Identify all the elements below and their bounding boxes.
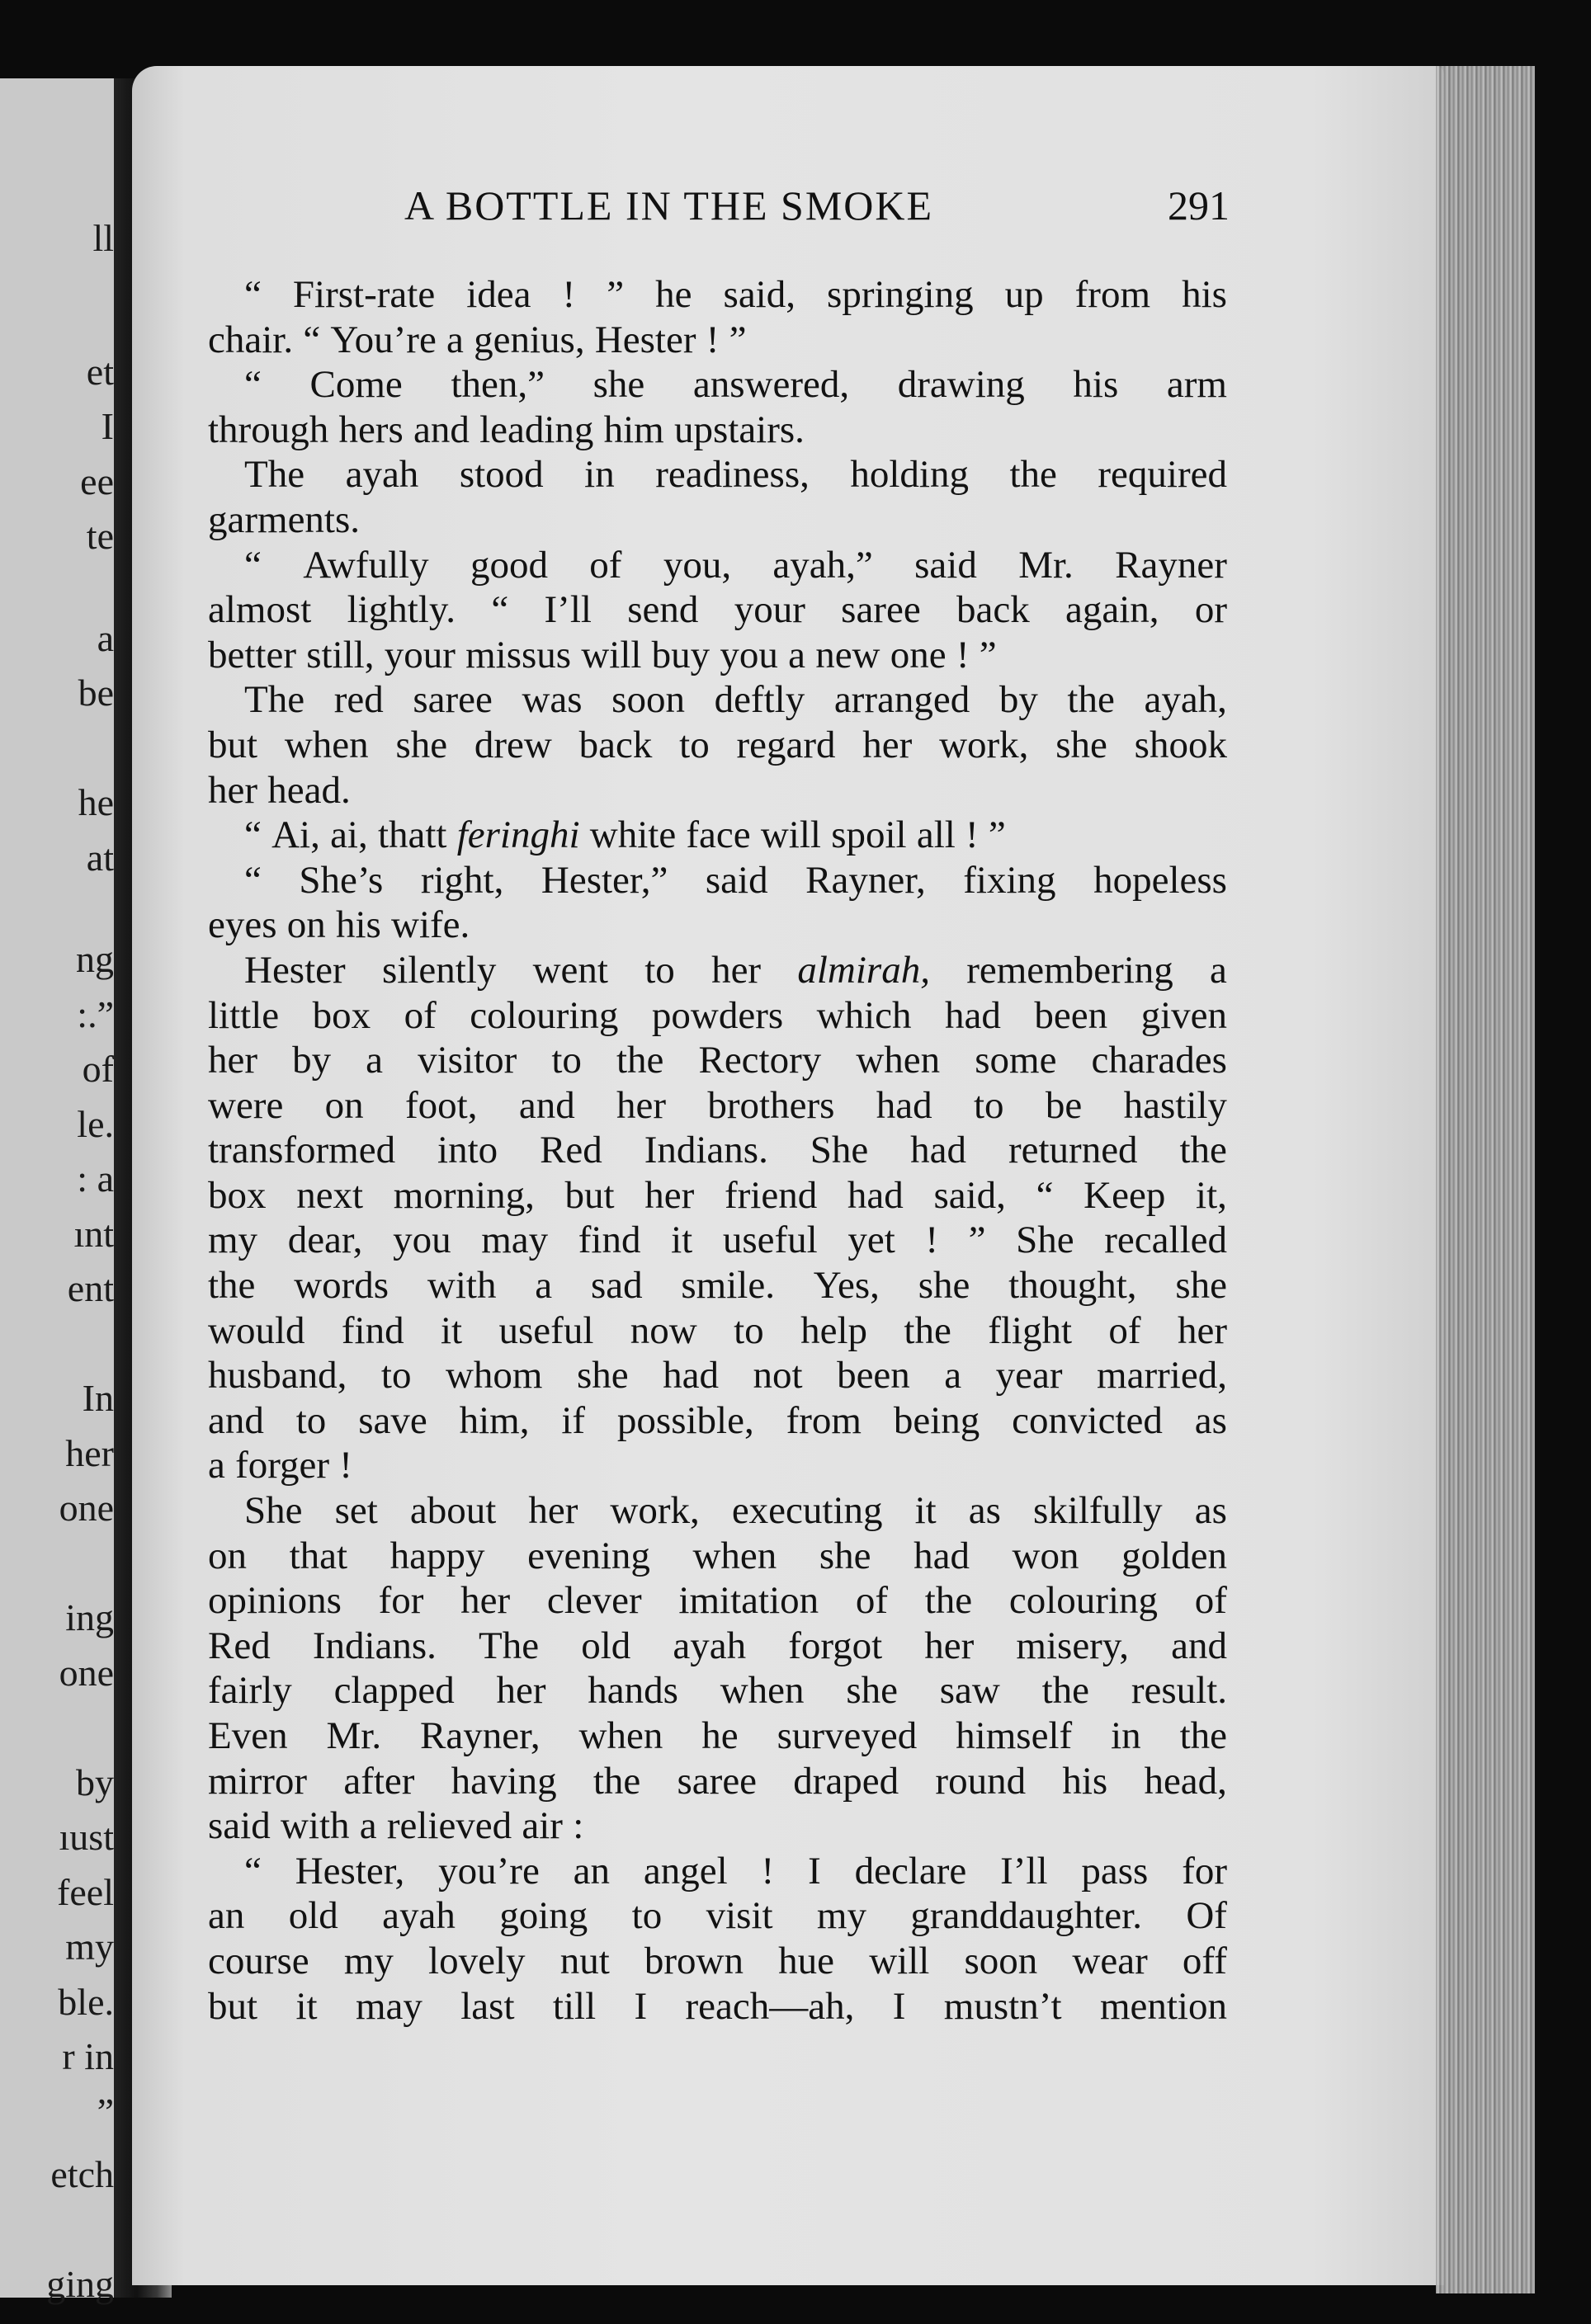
facing-page-fragment: le. (77, 1102, 114, 1145)
text-line: course my lovely nut brown hue will soon wear off (208, 1939, 1227, 1982)
facing-page-fragment: te (86, 515, 114, 557)
text-line: garments. (208, 497, 361, 541)
text-line: would find it useful now to help the flight of her (208, 1308, 1227, 1352)
running-head: A BOTTLE IN THE SMOKE (404, 182, 934, 229)
facing-page-fragment: etch (50, 2152, 114, 2195)
facing-page-fragment: of (82, 1048, 114, 1090)
page-header (206, 181, 1230, 239)
facing-page-fragment: at (86, 836, 114, 879)
text-line: an old ayah going to visit my granddaughter. Of (208, 1894, 1227, 1938)
text-line: “ Ai, ai, thatt feringhi white face will spoil all ! ” (244, 813, 1006, 857)
text-line: eyes on his wife. (208, 903, 470, 947)
facing-page-fragment: one (59, 1651, 114, 1694)
text-line: but when she drew back to regard her work, she shook (208, 723, 1227, 766)
text-line: my dear, you may find it useful yet ! ” She recalled (208, 1219, 1227, 1262)
facing-page-fragment: ” (97, 2090, 114, 2133)
facing-page (0, 78, 124, 2305)
text-line: The red saree was soon deftly arranged by the ayah, (244, 678, 1227, 722)
facing-page-fragment: he (78, 781, 114, 823)
facing-page-fragment: r in (62, 2035, 114, 2077)
text-line: on that happy evening when she had won golden (208, 1534, 1227, 1577)
text-line: fairly clapped her hands when she saw the result. (208, 1669, 1227, 1713)
text-line: “ Come then,” she answered, drawing his arm (244, 363, 1227, 407)
facing-page-fragment: ınt (73, 1212, 114, 1255)
facing-page-fragment: feel (57, 1870, 114, 1913)
facing-page-fragment: by (76, 1761, 114, 1803)
page-edges (1436, 66, 1535, 2293)
text-line: She set about her work, executing it as skilfully as (244, 1489, 1227, 1533)
facing-page-fragment: ng (76, 938, 114, 980)
text-line: were on foot, and her brothers had to be hastily (208, 1083, 1227, 1127)
text-line: said with a relieved air : (208, 1804, 584, 1848)
text-line: and to save him, if possible, from being convicted as (208, 1398, 1227, 1442)
text-line: opinions for her clever imitation of the colouring of (208, 1579, 1227, 1623)
text-line: husband, to whom she had not been a year married, (208, 1354, 1227, 1398)
facing-page-fragment: ble. (58, 1980, 114, 2023)
text-line: a forger ! (208, 1444, 352, 1487)
text-line: almost lightly. “ I’ll send your saree back again, or (208, 588, 1227, 632)
facing-page-fragment: ee (80, 460, 114, 502)
facing-page-fragment: : a (77, 1157, 114, 1200)
text-line: Even Mr. Rayner, when he surveyed himself in the (208, 1714, 1227, 1757)
text-line: The ayah stood in readiness, holding the required (244, 453, 1227, 497)
text-line: better still, your missus will buy you a new one ! ” (208, 633, 997, 676)
text-line: “ Hester, you’re an angel ! I declare I’ll pass for (244, 1849, 1227, 1893)
text-line: little box of colouring powders which had been given (208, 993, 1227, 1037)
facing-page-fragment: ıust (59, 1816, 114, 1858)
facing-page-fragment: her (65, 1431, 114, 1474)
page-number: 291 (1168, 182, 1230, 229)
text-line: “ She’s right, Hester,” said Rayner, fixing hopeless (244, 858, 1227, 902)
facing-page-fragment: ging (46, 2262, 114, 2305)
facing-page-fragment: ent (67, 1267, 114, 1309)
facing-page-fragment: my (65, 1926, 114, 1968)
facing-page-fragment: a (97, 616, 114, 659)
text-line: “ Awfully good of you, ayah,” said Mr. Rayner (244, 543, 1227, 587)
facing-page-fragment: In (82, 1377, 114, 1419)
facing-page-fragment: one (59, 1487, 114, 1529)
facing-page-fragment: be (78, 672, 114, 714)
facing-page-fragment: :.” (77, 992, 114, 1035)
text-line: Hester silently went to her almirah, remembering a (244, 948, 1227, 992)
facing-page-fragment: ll (92, 217, 114, 259)
text-line: mirror after having the saree draped round his head, (208, 1759, 1227, 1803)
text-line: but it may last till I reach—ah, I mustn’t mention (208, 1984, 1227, 2028)
text-line: her head. (208, 768, 351, 812)
text-line: the words with a sad smile. Yes, she thought, she (208, 1264, 1227, 1308)
text-line: chair. “ You’re a genius, Hester ! ” (208, 318, 747, 361)
text-line: transformed into Red Indians. She had returned the (208, 1129, 1227, 1172)
facing-page-fragment: et (86, 350, 114, 393)
text-line: “ First-rate idea ! ” he said, springing up from his (244, 273, 1227, 316)
text-line: Red Indians. The old ayah forgot her misery, and (208, 1624, 1227, 1667)
facing-page-fragment: ing (65, 1596, 114, 1638)
text-line: through hers and leading him upstairs. (208, 408, 805, 451)
facing-page-fragment: I (101, 405, 114, 447)
text-line: box next morning, but her friend had said, “ Keep it, (208, 1173, 1227, 1217)
text-line: her by a visitor to the Rectory when some charades (208, 1039, 1227, 1082)
body-text (208, 272, 1227, 2029)
